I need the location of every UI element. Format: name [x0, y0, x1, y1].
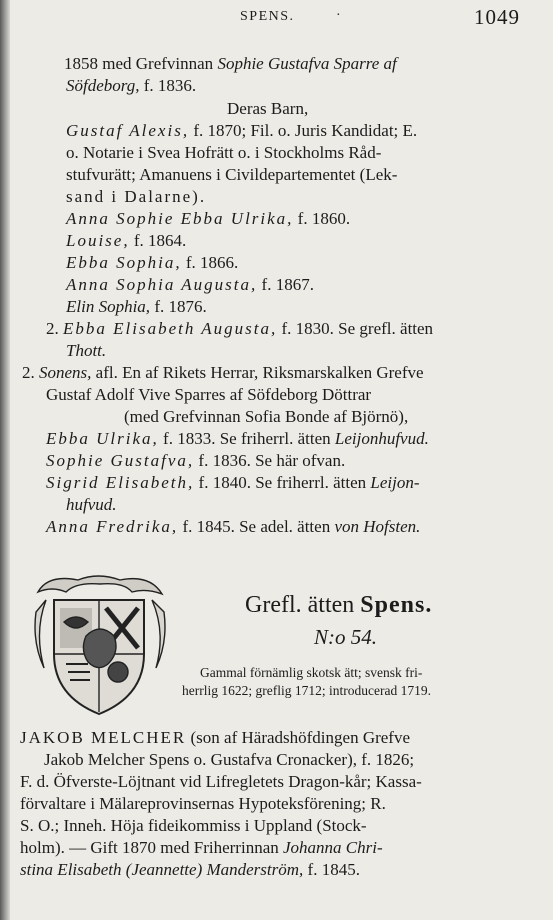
family-title [245, 590, 432, 620]
header-mark: · [336, 8, 341, 23]
spouse-name: Johanna Chri- [283, 838, 383, 857]
family-number: N:o 54. [314, 625, 377, 649]
text: 2. [22, 363, 39, 382]
family-name: Leijonhufvud. [334, 429, 429, 448]
text: afl. En af Rikets Herrar, Riksmarskalken Grefve [91, 363, 424, 382]
text: f. 1876. [150, 297, 207, 316]
text: f. 1864. [129, 231, 187, 250]
name-italic: Sonens, [39, 363, 92, 382]
text: f. 1860. [293, 209, 351, 228]
daughter-anna [46, 516, 420, 538]
jakob-line-6 [20, 837, 383, 859]
text: f. 1870; Fil. o. Juris Kandidat; E. [189, 121, 418, 140]
daughter-ebba [46, 428, 429, 450]
text: f. 1840. Se friherrl. ätten [194, 473, 371, 492]
jakob-line-7 [20, 859, 360, 881]
daughter-sigrid-line-1 [46, 472, 419, 494]
family-title-prefix: Grefl. ätten [245, 592, 361, 618]
child-anna-sophia [66, 274, 314, 296]
child-ebba [66, 252, 238, 274]
family-description-2: herrlig 1622; greflig 1712; introducerad 1719. [182, 683, 431, 698]
daughter-name: Ebba Ulrika, [46, 429, 159, 448]
text: f. 1845. Se adel. ätten [178, 517, 335, 536]
page-number: 1049 [474, 5, 520, 29]
family-name: Leijon- [370, 473, 420, 492]
family-title-name: Spens. [360, 592, 433, 618]
text: f. 1833. Se friherrl. ätten [158, 429, 335, 448]
child-name: Elin Sophia, [66, 297, 151, 316]
child-elin [66, 296, 207, 318]
child-name: Ebba Sophia, [66, 253, 182, 272]
running-header-title: SPENS. [240, 9, 295, 24]
text: f. 1845. [303, 860, 360, 879]
text: f. 1836. Se här ofvan. [194, 451, 346, 470]
ebba-augusta-line-2: Thott. [66, 341, 107, 360]
daughter-name: Sigrid Elisabeth, [46, 473, 195, 492]
child-gustaf-line-3: stufvurätt; Amanuens i Civildepartementet (Lek- [66, 165, 398, 184]
family-description-1: Gammal förnämlig skotsk ätt; svensk fri- [200, 665, 423, 680]
text: f. 1866. [181, 253, 239, 272]
child-gustaf-line-2: o. Notarie i Svea Hofrätt o. i Stockholms Råd- [66, 143, 382, 162]
child-gustaf-line-4: sand i Dalarne). [66, 187, 207, 206]
text: f. 1867. [257, 275, 314, 294]
child-louise [66, 230, 186, 252]
daughter-sigrid-line-2: hufvud. [66, 495, 117, 514]
text: 1858 med Grefvinnan [64, 54, 218, 73]
entry1-line-2 [66, 75, 196, 97]
person-name: JAKOB MELCHER [20, 728, 187, 747]
text: (son af Häradshöfdingen Grefve [186, 728, 411, 747]
entry2-line-2: Gustaf Adolf Vive Sparres af Söfdeborg Döttrar [46, 385, 372, 404]
child-anna-sophie [66, 208, 350, 230]
daughter-name: Sophie Gustafva, [46, 451, 195, 470]
jakob-line-1 [20, 727, 410, 749]
jakob-line-4: förvaltare i Mälareprovinsernas Hypoteksförening; R. [20, 794, 386, 813]
name-italic: Ebba Elisabeth Augusta, [63, 319, 278, 338]
child-gustaf-line-1 [66, 120, 417, 142]
text: f. 1830. Se grefl. ätten [277, 319, 434, 338]
family-name: von Hofsten. [334, 517, 421, 536]
jakob-line-5: S. O.; Inneh. Höja fideikommiss i Uppland (Stock- [20, 816, 367, 835]
child-name: Gustaf Alexis, [66, 121, 190, 140]
entry2-line-3: (med Grefvinnan Sofia Bonde af Björnö), [124, 407, 409, 426]
daughter-name: Anna Fredrika, [46, 517, 179, 536]
child-name: Anna Sophia Augusta, [66, 275, 258, 294]
children-heading: Deras Barn, [227, 99, 309, 118]
text: 2. [46, 319, 63, 338]
text: f. 1836. [139, 76, 197, 95]
name-italic: Sophie Gustafva Sparre af [217, 54, 397, 73]
jakob-line-3: F. d. Öfverste-Löjtnant vid Lifregletets Dragon-kår; Kassa- [20, 772, 422, 791]
child-name: Anna Sophie Ebba Ulrika, [66, 209, 294, 228]
name-italic: Söfdeborg, [66, 76, 140, 95]
child-name: Louise, [66, 231, 130, 250]
coat-of-arms-icon [28, 572, 170, 722]
ebba-augusta-line-1 [46, 318, 433, 340]
entry1-line-1 [64, 53, 397, 75]
text: holm). — Gift 1870 med Friherrinnan [20, 838, 283, 857]
entry2-line-1 [22, 362, 424, 384]
spouse-name: stina Elisabeth (Jeannette) Manderström, [20, 860, 304, 879]
daughter-sophie [46, 450, 345, 472]
jakob-line-2: Jakob Melcher Spens o. Gustafva Cronacker), f. 1826; [44, 750, 415, 769]
